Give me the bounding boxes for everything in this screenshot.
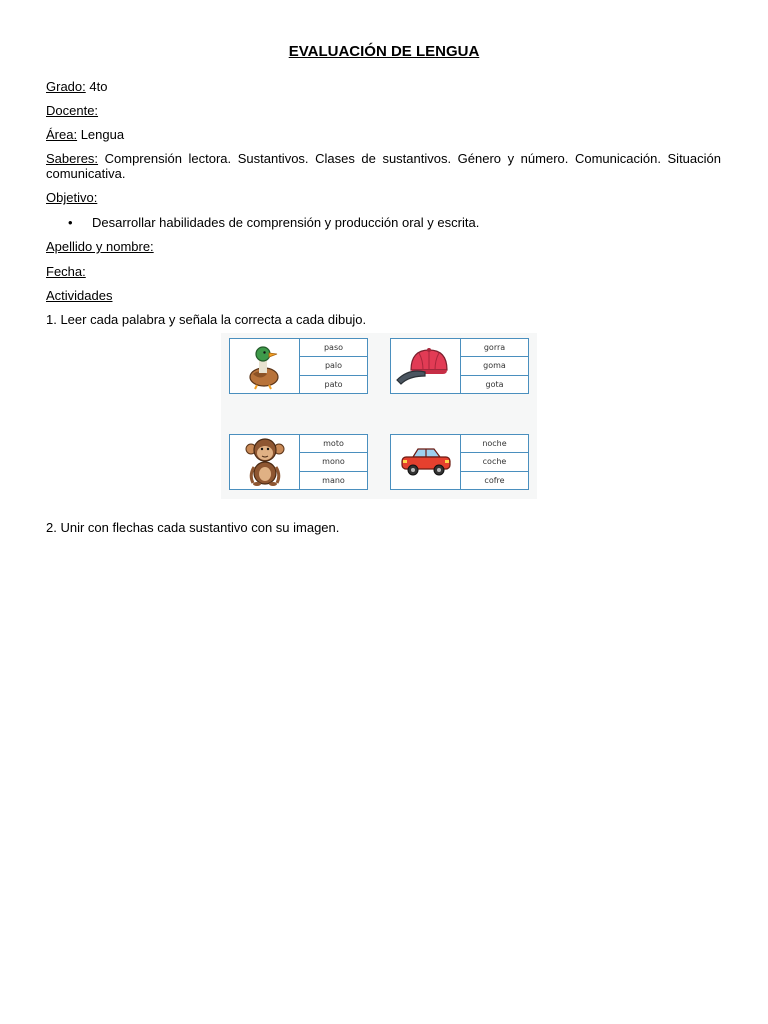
grado-value: 4to (89, 79, 108, 94)
word-option[interactable]: noche (461, 435, 528, 453)
apellido-label: Apellido y nombre: (46, 239, 154, 254)
objetivo-line (46, 190, 97, 205)
word-option[interactable]: coche (461, 453, 528, 471)
cap-icon (391, 339, 461, 393)
word-option[interactable]: pato (324, 379, 343, 389)
actividades-label: Actividades (46, 288, 113, 303)
word-card-monkey (229, 434, 368, 490)
saberes-line (46, 151, 721, 181)
grado-line (46, 79, 107, 94)
apellido-line (46, 239, 154, 254)
area-value: Lengua (80, 127, 125, 142)
word-option[interactable]: mono (300, 453, 367, 471)
word-options (300, 435, 367, 489)
grado-label: Grado: (46, 79, 86, 94)
word-picture-worksheet (221, 333, 537, 499)
word-option[interactable]: cofre (484, 475, 505, 485)
duck-icon (230, 339, 300, 393)
saberes-value: Comprensión lectora. Sustantivos. Clases de sustantivos. Género y número. Comunicación. Situación comunicativa. (46, 151, 721, 181)
word-option[interactable]: gota (485, 379, 504, 389)
activity2-instruction: 2. Unir con flechas cada sustantivo con su imagen. (46, 520, 340, 535)
word-options (461, 435, 528, 489)
word-option[interactable]: palo (300, 357, 367, 375)
word-option[interactable]: goma (461, 357, 528, 375)
fecha-line (46, 264, 86, 279)
saberes-label: Saberes: (46, 151, 99, 166)
objetivo-bullet-item (68, 215, 479, 230)
word-option[interactable]: paso (300, 339, 367, 357)
area-line (46, 127, 124, 142)
word-option[interactable]: gorra (461, 339, 528, 357)
monkey-icon (230, 435, 300, 489)
objetivo-label: Objetivo: (46, 190, 98, 205)
word-options (300, 339, 367, 393)
document-title: EVALUACIÓN DE LENGUA (288, 43, 480, 60)
bullet-icon: • (68, 215, 73, 230)
actividades-line (46, 288, 112, 303)
area-label: Área: (46, 127, 78, 142)
car-icon (391, 435, 461, 489)
word-options (461, 339, 528, 393)
objetivo-item-text: Desarrollar habilidades de comprensión y producción oral y escrita. (92, 215, 480, 230)
word-option[interactable]: moto (300, 435, 367, 453)
word-card-duck (229, 338, 368, 394)
word-card-cap (390, 338, 529, 394)
word-option[interactable]: mano (322, 475, 345, 485)
docente-label: Docente: (46, 103, 99, 118)
word-card-car (390, 434, 529, 490)
fecha-label: Fecha: (46, 264, 86, 279)
activity1-instruction: 1. Leer cada palabra y señala la correcta a cada dibujo. (46, 312, 367, 327)
docente-line (46, 103, 98, 118)
